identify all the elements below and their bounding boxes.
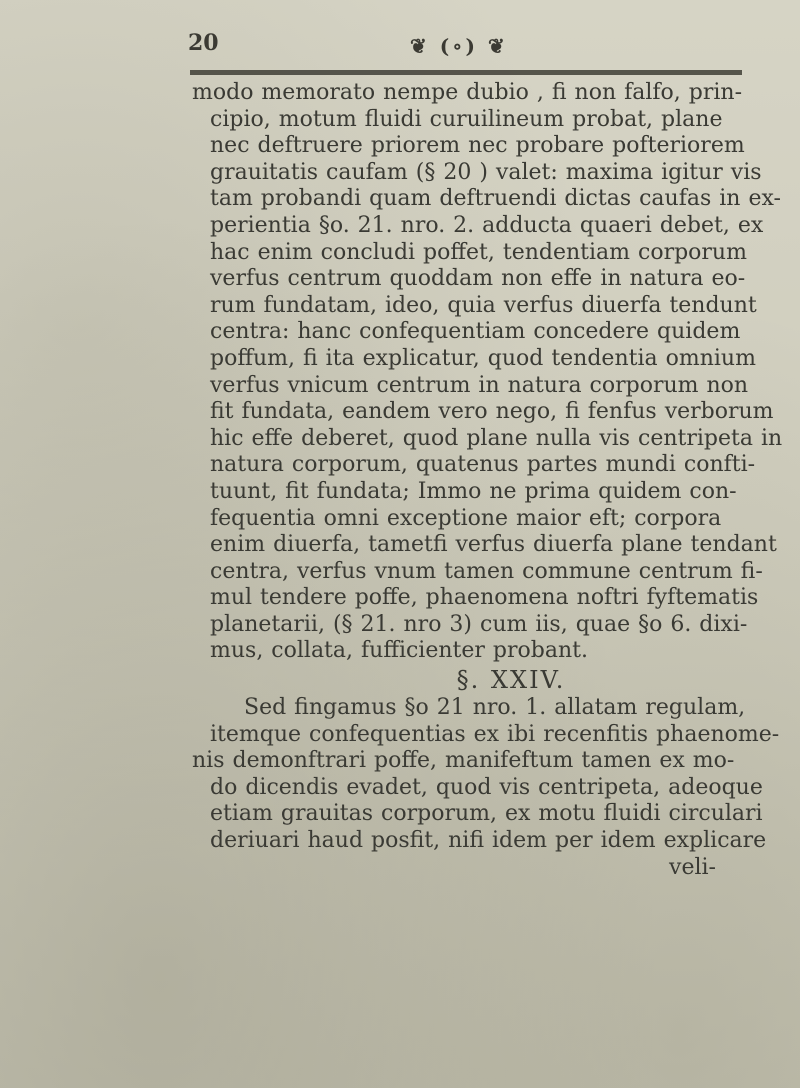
text-line: mus, collata, fufficienter probant. (210, 638, 588, 664)
page-header (188, 28, 748, 68)
text-line: fequentia omni exceptione maior eft; corpora (210, 505, 722, 531)
text-line: modo memorato nempe dubio , fi non falfo, prin- (192, 80, 743, 105)
text-line: cipio, motum fluidi curuilineum probat, plane (210, 106, 723, 132)
text-line: hic effe deberet, quod plane nulla vis centripeta in (210, 425, 783, 451)
text-line: centra, verfus vnum tamen commune centrum fi- (210, 558, 763, 584)
text-line: mul tendere poffe, phaenomena noftri fyftematis (210, 585, 759, 611)
text-line: deriuari haud posfit, nifi idem per idem explicare (210, 828, 767, 854)
text-line: nec deftruere priorem nec probare pofteriorem (210, 133, 745, 159)
text-line: centra: hanc confequentiam concedere quidem (210, 319, 741, 345)
text-line: nis demonftrari poffe, manifeftum tamen ex mo- (192, 748, 735, 774)
text-line: enim diuerfa, tametfi verfus diuerfa plane tendant (210, 532, 777, 558)
catchword: veli- (669, 854, 716, 880)
text-line: fit fundata, eandem vero nego, fi fenfus verborum (210, 399, 774, 425)
text-line: rum fundatam, ideo, quia verfus diuerfa tendunt (210, 292, 757, 318)
body-text (186, 80, 783, 881)
header-rule (190, 70, 742, 75)
section-heading: §. XXIV. (456, 666, 566, 695)
text-line: planetarii, (§ 21. nro 3) cum iis, quae §o 6. dixi- (210, 611, 748, 637)
text-line: poffum, fi ita explicatur, quod tendentia omnium (210, 345, 756, 371)
text-line: grauitatis caufam (§ 20 ) valet: maxima igitur vis (210, 159, 762, 185)
text-line: itemque confequentias ex ibi recenfitis phaenome- (210, 721, 780, 747)
text-line: tuunt, fit fundata; Immo ne prima quidem con- (210, 478, 737, 504)
text-line: perientia §o. 21. nro. 2. adducta quaeri debet, ex (210, 212, 764, 238)
text-line: verfus centrum quoddam non effe in natura eo- (210, 266, 746, 292)
text-line: natura corporum, quatenus partes mundi confti- (210, 452, 756, 478)
text-line: do dicendis evadet, quod vis centripeta, adeoque (210, 774, 763, 800)
page-number: 20 (188, 30, 219, 56)
text-line: tam probandi quam deftruendi dictas caufas in ex- (210, 186, 781, 212)
text-line: verfus vnicum centrum in natura corporum non (210, 372, 749, 398)
text-line: etiam grauitas corporum, ex motu fluidi circulari (210, 801, 763, 827)
catchword-line (186, 855, 776, 882)
text-line: Sed fingamus §o 21 nro. 1. allatam regulam, (244, 695, 746, 721)
header-ornament: ❦ (∘) ❦ (410, 34, 508, 58)
text-line: hac enim concludi poffet, tendentiam corporum (210, 239, 747, 265)
